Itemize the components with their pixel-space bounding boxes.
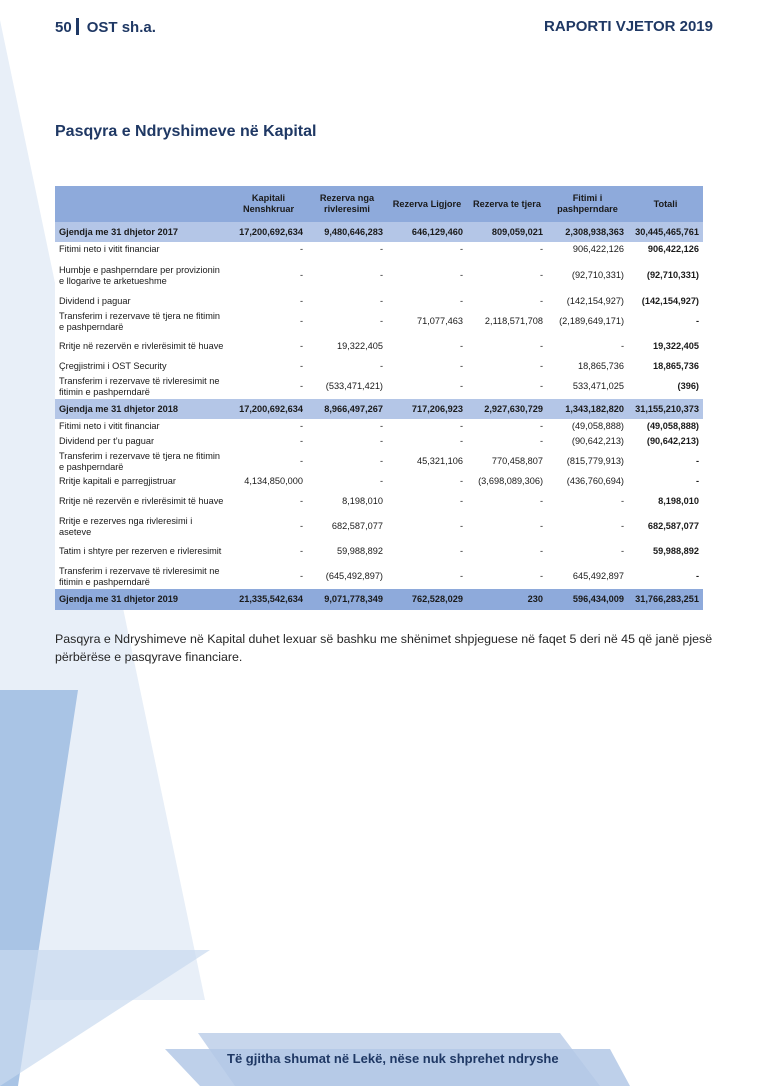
- table-row: [55, 294, 703, 309]
- table-row: [55, 449, 703, 474]
- total-cell: 19,322,405: [628, 334, 703, 359]
- value-cell: 809,059,021: [467, 222, 547, 242]
- column-header: Rezerva nga rivleresimi: [307, 186, 387, 222]
- value-cell: 682,587,077: [307, 514, 387, 539]
- value-cell: -: [230, 359, 307, 374]
- value-cell: 19,322,405: [307, 334, 387, 359]
- value-cell: -: [387, 374, 467, 399]
- column-header: Rezerva Ligjore: [387, 186, 467, 222]
- total-cell: 8,198,010: [628, 489, 703, 514]
- total-cell: 682,587,077: [628, 514, 703, 539]
- total-cell: (142,154,927): [628, 294, 703, 309]
- page-header: [55, 18, 713, 40]
- value-cell: 762,528,029: [387, 589, 467, 610]
- header-left: [55, 18, 156, 36]
- report-title: RAPORTI VJETOR 2019: [544, 18, 713, 35]
- value-cell: (533,471,421): [307, 374, 387, 399]
- header-divider: [76, 18, 79, 35]
- total-cell: (92,710,331): [628, 257, 703, 294]
- value-cell: 1,343,182,820: [547, 399, 628, 419]
- value-cell: 596,434,009: [547, 589, 628, 610]
- value-cell: -: [230, 449, 307, 474]
- value-cell: -: [307, 449, 387, 474]
- value-cell: -: [467, 257, 547, 294]
- row-label: Rritje kapitali e parregjistruar: [55, 474, 230, 489]
- value-cell: -: [467, 564, 547, 589]
- value-cell: -: [307, 309, 387, 334]
- value-cell: -: [307, 359, 387, 374]
- value-cell: 9,480,646,283: [307, 222, 387, 242]
- row-label: Gjendja me 31 dhjetor 2017: [55, 222, 230, 242]
- total-cell: -: [628, 474, 703, 489]
- value-cell: (436,760,694): [547, 474, 628, 489]
- value-cell: 2,308,938,363: [547, 222, 628, 242]
- column-header: Kapitali Nenshkruar: [230, 186, 307, 222]
- total-cell: -: [628, 449, 703, 474]
- row-label: Transferim i rezervave të tjera ne fitimin e pashperndarë: [55, 449, 230, 474]
- value-cell: -: [307, 474, 387, 489]
- footer-note: Të gjitha shumat në Lekë, nëse nuk shprehet ndryshe: [227, 1051, 559, 1066]
- value-cell: -: [387, 489, 467, 514]
- table-row: [55, 334, 703, 359]
- total-cell: (396): [628, 374, 703, 399]
- balance-row: [55, 222, 703, 242]
- equity-changes-table: [55, 186, 703, 610]
- value-cell: -: [387, 539, 467, 564]
- value-cell: (142,154,927): [547, 294, 628, 309]
- value-cell: -: [307, 419, 387, 434]
- page-title: Pasqyra e Ndryshimeve në Kapital: [55, 123, 317, 140]
- balance-row: [55, 399, 703, 419]
- total-cell: 906,422,126: [628, 242, 703, 257]
- table-row: [55, 242, 703, 257]
- value-cell: -: [230, 242, 307, 257]
- value-cell: -: [467, 294, 547, 309]
- value-cell: -: [230, 419, 307, 434]
- value-cell: -: [230, 514, 307, 539]
- row-label: Tatim i shtyre per rezerven e rivleresimit: [55, 539, 230, 564]
- value-cell: 533,471,025: [547, 374, 628, 399]
- total-cell: 59,988,892: [628, 539, 703, 564]
- value-cell: 2,927,630,729: [467, 399, 547, 419]
- value-cell: -: [547, 539, 628, 564]
- value-cell: 906,422,126: [547, 242, 628, 257]
- row-label: Transferim i rezervave të tjera ne fitimin e pashperndarë: [55, 309, 230, 334]
- balance-row: [55, 589, 703, 610]
- table-row: [55, 489, 703, 514]
- row-label: Fitimi neto i vitit financiar: [55, 242, 230, 257]
- value-cell: 59,988,892: [307, 539, 387, 564]
- row-label: Humbje e pashperndare per provizionin e llogarive te arketueshme: [55, 257, 230, 294]
- value-cell: -: [307, 434, 387, 449]
- value-cell: 17,200,692,634: [230, 222, 307, 242]
- company-name: OST sh.a.: [86, 19, 156, 36]
- table-row: [55, 374, 703, 399]
- value-cell: 9,071,778,349: [307, 589, 387, 610]
- row-label: Dividend i paguar: [55, 294, 230, 309]
- value-cell: -: [387, 434, 467, 449]
- value-cell: 2,118,571,708: [467, 309, 547, 334]
- value-cell: -: [467, 419, 547, 434]
- value-cell: (92,710,331): [547, 257, 628, 294]
- value-cell: -: [467, 334, 547, 359]
- table-row: [55, 564, 703, 589]
- value-cell: -: [387, 564, 467, 589]
- table-header-row: [55, 186, 703, 222]
- value-cell: -: [467, 242, 547, 257]
- total-cell: 31,155,210,373: [628, 399, 703, 419]
- value-cell: 45,321,106: [387, 449, 467, 474]
- row-label: Çregjistrimi i OST Security: [55, 359, 230, 374]
- value-cell: -: [387, 359, 467, 374]
- table-row: [55, 434, 703, 449]
- row-label: Gjendja me 31 dhjetor 2018: [55, 399, 230, 419]
- column-header: Totali: [628, 186, 703, 222]
- value-cell: 770,458,807: [467, 449, 547, 474]
- value-cell: 4,134,850,000: [230, 474, 307, 489]
- value-cell: -: [547, 334, 628, 359]
- value-cell: -: [467, 434, 547, 449]
- table-row: [55, 474, 703, 489]
- value-cell: 17,200,692,634: [230, 399, 307, 419]
- row-label: Rritje e rezerves nga rivleresimi i aseteve: [55, 514, 230, 539]
- value-cell: (645,492,897): [307, 564, 387, 589]
- value-cell: -: [307, 257, 387, 294]
- value-cell: 8,198,010: [307, 489, 387, 514]
- total-cell: 30,445,465,761: [628, 222, 703, 242]
- explanatory-note: Pasqyra e Ndryshimeve në Kapital duhet lexuar së bashku me shënimet shpjeguese në faqet 5 deri në 45 që janë pjesë përbërëse e pasqyrave financiare.: [55, 632, 713, 664]
- value-cell: (3,698,089,306): [467, 474, 547, 489]
- table-body: [55, 222, 703, 610]
- row-label: Transferim i rezervave të rivleresimit ne fitimin e pashperndarë: [55, 374, 230, 399]
- value-cell: -: [230, 257, 307, 294]
- value-cell: -: [387, 294, 467, 309]
- table-row: [55, 419, 703, 434]
- total-cell: (90,642,213): [628, 434, 703, 449]
- row-label: Fitimi neto i vitit financiar: [55, 419, 230, 434]
- value-cell: -: [230, 309, 307, 334]
- table-row: [55, 359, 703, 374]
- total-cell: -: [628, 564, 703, 589]
- row-label: Gjendja me 31 dhjetor 2019: [55, 589, 230, 610]
- row-label: Rritje në rezervën e rivlerësimit të huave: [55, 489, 230, 514]
- value-cell: -: [387, 514, 467, 539]
- value-cell: -: [307, 242, 387, 257]
- value-cell: (49,058,888): [547, 419, 628, 434]
- value-cell: -: [307, 294, 387, 309]
- value-cell: -: [467, 514, 547, 539]
- value-cell: -: [387, 242, 467, 257]
- table-row: [55, 539, 703, 564]
- value-cell: (90,642,213): [547, 434, 628, 449]
- value-cell: -: [387, 257, 467, 294]
- value-cell: -: [467, 539, 547, 564]
- total-cell: 31,766,283,251: [628, 589, 703, 610]
- value-cell: -: [230, 294, 307, 309]
- value-cell: 230: [467, 589, 547, 610]
- value-cell: -: [387, 474, 467, 489]
- row-label: Dividend per t’u paguar: [55, 434, 230, 449]
- value-cell: 71,077,463: [387, 309, 467, 334]
- value-cell: -: [230, 564, 307, 589]
- table-row: [55, 514, 703, 539]
- page-number: 50: [55, 19, 72, 36]
- column-header: Fitimi i pashperndare: [547, 186, 628, 222]
- row-label: Rritje në rezervën e rivlerësimit të huave: [55, 334, 230, 359]
- table-row: [55, 257, 703, 294]
- value-cell: -: [467, 359, 547, 374]
- value-cell: 18,865,736: [547, 359, 628, 374]
- value-cell: -: [230, 489, 307, 514]
- column-header-description: [55, 186, 230, 222]
- value-cell: 8,966,497,267: [307, 399, 387, 419]
- value-cell: -: [230, 374, 307, 399]
- value-cell: 717,206,923: [387, 399, 467, 419]
- table-row: [55, 309, 703, 334]
- value-cell: -: [467, 374, 547, 399]
- row-label: Transferim i rezervave të rivleresimit ne fitimin e pashperndarë: [55, 564, 230, 589]
- value-cell: -: [547, 514, 628, 539]
- total-cell: 18,865,736: [628, 359, 703, 374]
- value-cell: (815,779,913): [547, 449, 628, 474]
- value-cell: -: [230, 334, 307, 359]
- value-cell: 21,335,542,634: [230, 589, 307, 610]
- value-cell: (2,189,649,171): [547, 309, 628, 334]
- value-cell: -: [467, 489, 547, 514]
- value-cell: -: [547, 489, 628, 514]
- column-header: Rezerva te tjera: [467, 186, 547, 222]
- value-cell: -: [387, 334, 467, 359]
- value-cell: -: [387, 419, 467, 434]
- value-cell: 646,129,460: [387, 222, 467, 242]
- value-cell: -: [230, 539, 307, 564]
- total-cell: -: [628, 309, 703, 334]
- value-cell: 645,492,897: [547, 564, 628, 589]
- value-cell: -: [230, 434, 307, 449]
- total-cell: (49,058,888): [628, 419, 703, 434]
